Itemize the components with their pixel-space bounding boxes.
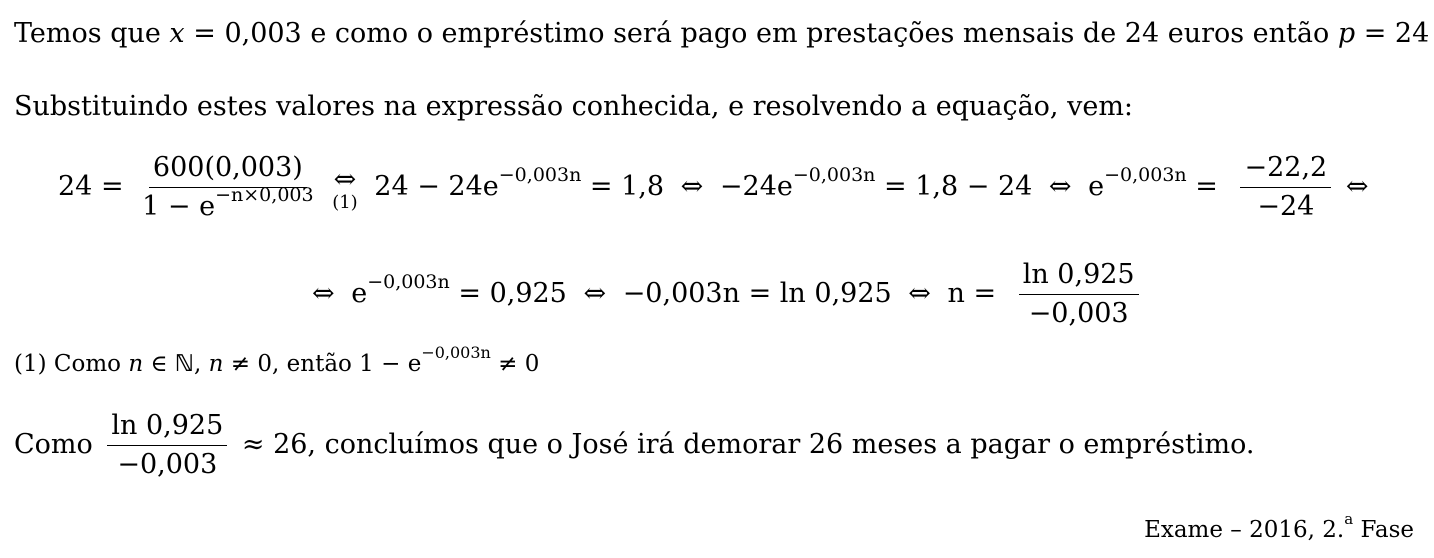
eq2-step-b: −0,003n = ln 0,925 [622,278,892,309]
intro-x-value: = 0,003 [184,18,302,49]
conclusion-frac-numerator: ln 0,925 [107,410,227,446]
footnote-label: (1) Como [14,351,129,377]
eq2-a-rhs: = 0,925 [458,278,567,309]
eq1-lhs: 24 = [58,171,124,202]
eq1-step3-fraction [1240,152,1331,223]
substitution-line: Substituindo estes valores na expressão conhecida, e resolvendo a equação, vem: [14,91,1134,122]
step3-exponent: −0,003n [1104,164,1187,186]
conclusion-line [14,410,1254,481]
intro-prefix: Temos que [14,18,170,49]
step1-exponent: −0,003n [498,164,582,186]
intro-line [14,18,1429,50]
iff-symbol: ⇔ [1345,171,1369,202]
footnote-comma: , [194,351,209,377]
conclusion-prefix: Como [14,429,93,460]
footnote-in: ∈ [143,351,175,377]
conclusion-fraction [107,410,227,481]
eq2-step-c: n = [947,278,997,309]
eq2-frac-denominator: −0,003 [1028,298,1129,329]
conclusion-suffix: ≈ 26, concluímos que o José irá demorar 26 meses a pagar o empréstimo. [241,429,1255,460]
footnote-tail: ≠ 0 [490,351,540,377]
step2-lhs: −24e [719,171,793,202]
naturals-symbol: ℕ [174,351,195,377]
iff-symbol: ⇔ [1048,171,1072,202]
equation-1 [58,152,1368,223]
iff-note-ref: (1) [332,191,358,213]
eq1-step3 [1088,164,1218,202]
eq1-step1 [374,164,665,202]
equation-2 [312,259,1145,330]
iff-symbol: ⇔ [333,163,357,195]
footnote-var-n: n [208,351,224,377]
eq1-frac-numerator: 600(0,003) [149,152,307,188]
conclusion-frac-denominator: −0,003 [117,449,218,480]
eq1-iff-with-note [332,164,358,212]
step1-rhs: = 1,8 [589,171,665,202]
eq1-step2 [719,164,1033,202]
eq1-frac-denominator [138,184,317,223]
step3-denominator: −24 [1257,191,1315,222]
eq2-frac-numerator: ln 0,925 [1019,259,1139,295]
source-citation [1144,510,1414,543]
iff-symbol: ⇔ [312,278,335,309]
source-tail: Fase [1353,517,1414,543]
var-p: p [1337,18,1356,49]
eq1-fraction [138,152,317,223]
footnote [14,343,540,377]
footnote-exponent: −0,003n [421,343,491,363]
intro-middle: e como o empréstimo será pago em prestações mensais de 24 euros então [301,18,1338,49]
intro-p-value: = 24 [1355,18,1430,49]
var-x: x [169,18,185,49]
footnote-condition: ≠ 0, então 1 − e [223,351,422,377]
step1-lhs: 24 − 24e [374,171,499,202]
step2-rhs: = 1,8 − 24 [884,171,1033,202]
step3-equals: = [1195,171,1218,202]
step2-exponent: −0,003n [792,164,876,186]
iff-symbol: ⇔ [680,171,704,202]
iff-symbol: ⇔ [908,278,931,309]
iff-symbol: ⇔ [583,278,607,309]
eq1-den-exponent: −n×0,003 [215,184,314,206]
eq2-a-exponent: −0,003n [367,271,450,293]
source-text: Exame – 2016, 2. [1144,517,1345,543]
source-ordinal: a [1344,510,1354,529]
eq1-den-base: 1 − e [142,191,216,222]
step3-lhs: e [1088,171,1105,202]
footnote-var-n: n [128,351,144,377]
eq2-a-base: e [351,278,368,309]
eq2-step-a [351,271,567,309]
step3-numerator: −22,2 [1240,152,1331,188]
eq2-fraction [1019,259,1139,330]
